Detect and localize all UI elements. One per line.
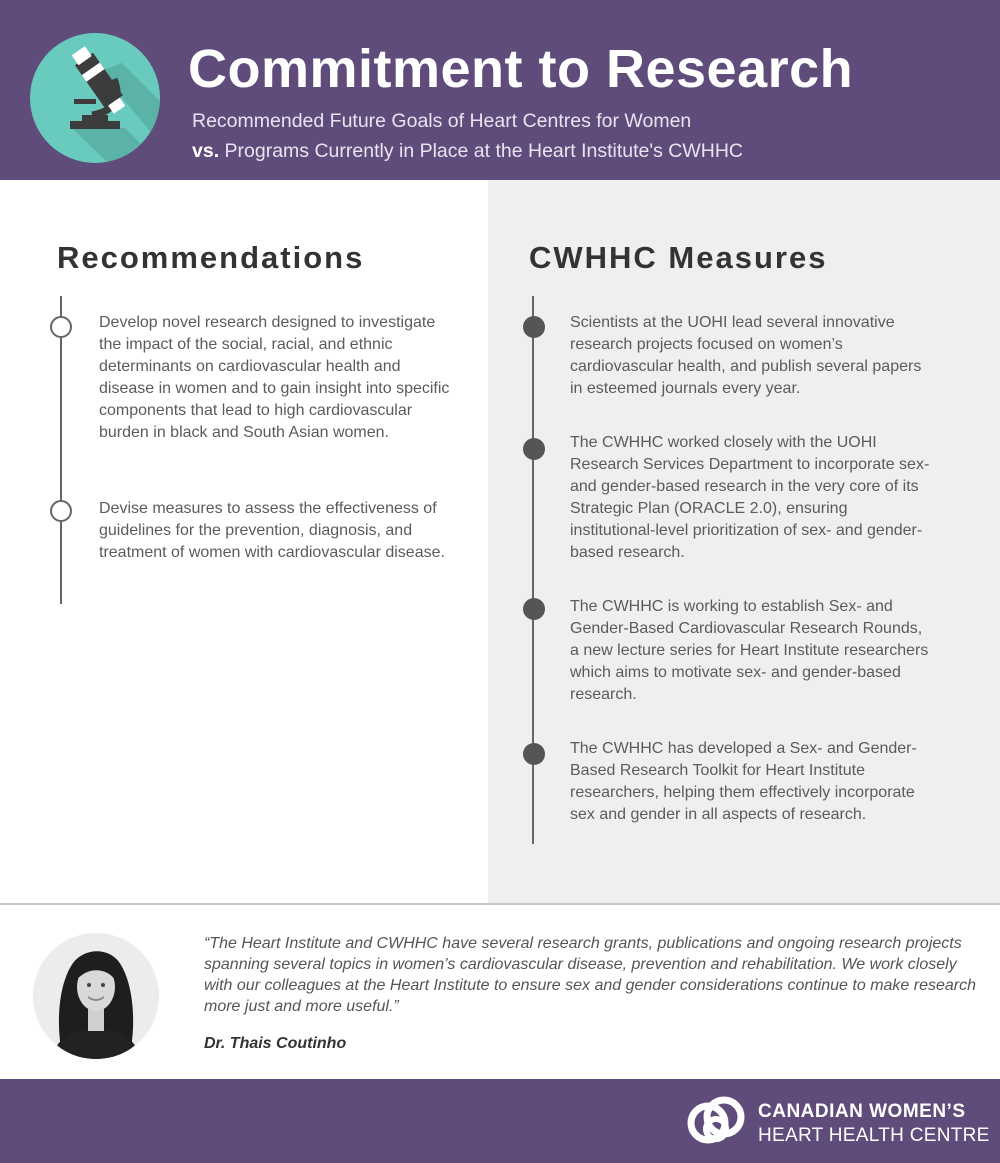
brand-name-line-1: CANADIAN WOMEN’S — [758, 1101, 966, 1122]
avatar — [33, 933, 159, 1059]
microscope-icon — [30, 33, 160, 163]
subtitle-vs: vs. — [192, 140, 220, 162]
cwhhc-measures-column — [488, 180, 1000, 904]
recommendation-text: Devise measures to assess the effectiveness of guidelines for the prevention, diagnosis, and treatment of women with cardiovascular disease. — [99, 500, 445, 561]
timeline-marker — [523, 316, 545, 338]
subtitle-line-1: Recommended Future Goals of Heart Centres for Women — [192, 110, 692, 132]
recommendations-heading: Recommendations — [57, 240, 365, 275]
measure-text: The CWHHC is working to establish Sex- and Gender-Based Cardiovascular Research Rounds, a new lecture series for Heart Institute researchers which aims to motivate sex- and gender-based research. — [570, 598, 929, 703]
measure-text: The CWHHC worked closely with the UOHI Research Services Department to incorporate sex- and gender-based research in the very core of its Strategic Plan (ORACLE 2.0), ensuring institutional-level prioritization of sex- and gender-based research. — [570, 434, 930, 561]
recommendations-timeline — [60, 296, 62, 604]
intertwined-rings-logo — [684, 1089, 748, 1156]
header-banner — [0, 0, 1000, 180]
brand-name-line-2: HEART HEALTH CENTRE — [758, 1125, 990, 1146]
timeline-marker — [523, 743, 545, 765]
timeline-marker — [50, 500, 72, 522]
recommendation-text: Develop novel research designed to investigate the impact of the social, racial, and ethnic determinants on cardiovascular health and disease in women and to gain insight into specific components that lead to high cardiovascular burden in black and South Asian women. — [99, 314, 450, 441]
recommendations-column — [0, 180, 488, 904]
page-subtitle — [192, 106, 743, 166]
footer-banner — [0, 1079, 1000, 1163]
subtitle-line-2 — [192, 136, 743, 166]
subtitle-line-2-text: Programs Currently in Place at the Heart Institute's CWHHC — [219, 140, 744, 162]
section-divider — [0, 903, 1000, 905]
timeline-marker — [523, 438, 545, 460]
measure-text: The CWHHC has developed a Sex- and Gender-Based Research Toolkit for Heart Institute researchers, helping them effectively incorporate sex and gender in all aspects of research. — [570, 740, 917, 823]
measure-text: Scientists at the UOHI lead several innovative research projects focused on women’s cardiovascular health, and publish several papers in esteemed journals every year. — [570, 314, 922, 397]
measures-heading: CWHHC Measures — [529, 240, 828, 275]
timeline-marker — [50, 316, 72, 338]
testimonial-quote: “The Heart Institute and CWHHC have several research grants, publications and ongoing research projects spanning several topics in women’s cardiovascular disease, prevention and rehabilitation. We work closely with our colleagues at the Heart Institute to ensure sex and gender considerations continue to make research more just and more useful.” — [204, 935, 977, 1015]
page-title: Commitment to Research — [188, 39, 854, 99]
quote-author: Dr. Thais Coutinho — [204, 1035, 347, 1052]
timeline-marker — [523, 598, 545, 620]
